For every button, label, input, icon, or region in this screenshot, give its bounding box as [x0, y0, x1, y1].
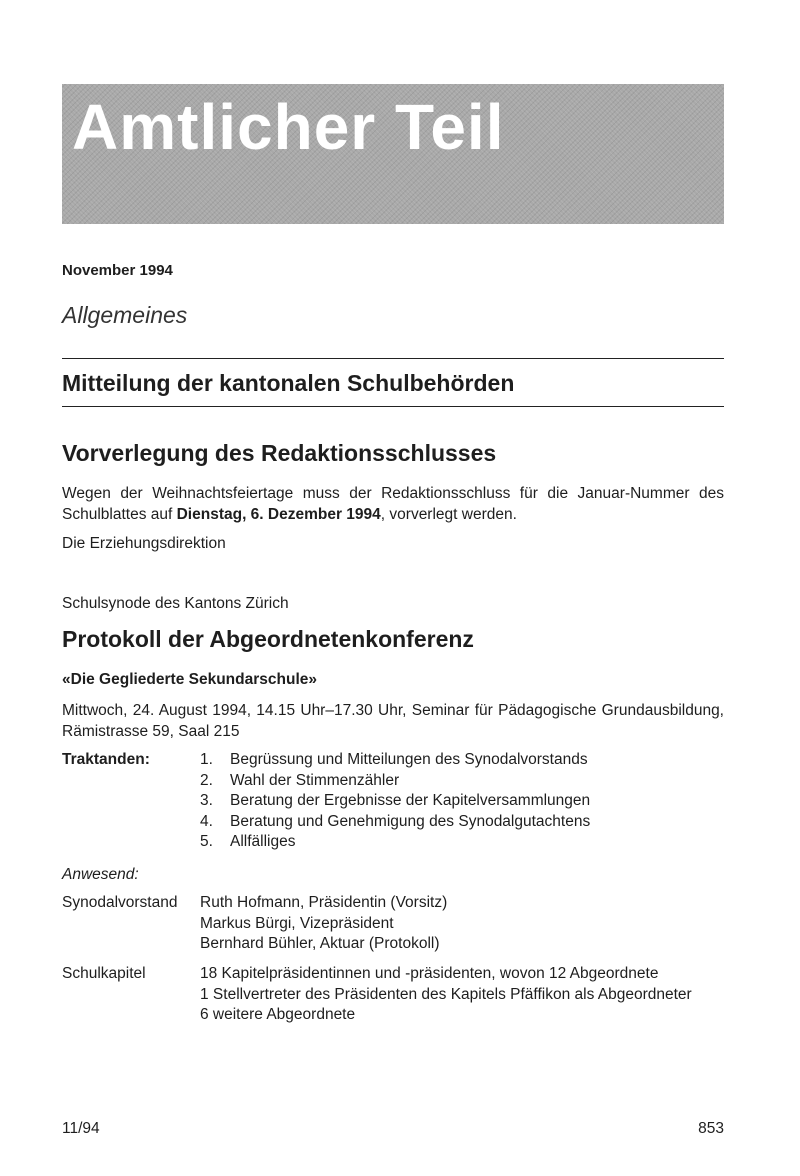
notice-signature: Die Erziehungsdirektion: [62, 535, 226, 552]
attendee: Markus Bürgi, Vizepräsident: [200, 914, 394, 932]
agenda-item: 1. Begrüssung und Mitteilungen des Synodalvorstands: [200, 751, 588, 768]
notice-title: Vorverlegung des Redaktionsschlusses: [62, 440, 497, 466]
attendee: 1 Stellvertreter des Präsidenten des Kapitels Pfäffikon als Abgeordneter: [200, 985, 692, 1003]
notice-text-end: , vorverlegt werden.: [380, 506, 517, 523]
issue-date: November 1994: [62, 262, 173, 279]
notice-text-start: Wegen der Weihnachtsfeiertage muss der Redaktionsschluss für die Januar-Nummer des Schulblattes auf: [62, 485, 724, 523]
agenda-item: 5. Allfälliges: [200, 833, 296, 850]
attendance-role: Synodalvorstand: [62, 894, 178, 911]
protocol-subtitle: «Die Gegliederte Sekundarschule»: [62, 671, 317, 688]
divider-bottom: [62, 406, 724, 407]
section-title: Allgemeines: [62, 302, 188, 328]
attendee: 6 weitere Abgeordnete: [200, 1006, 356, 1023]
main-heading: Mitteilung der kantonalen Schulbehörden: [62, 370, 515, 396]
banner-title: Amtlicher Teil: [72, 91, 505, 163]
attendance-names: [200, 965, 692, 1027]
present-label: Anwesend:: [62, 866, 139, 883]
attendance-names: [200, 894, 447, 956]
agenda-list: [200, 751, 590, 854]
agenda-item: 2. Wahl der Stimmenzähler: [200, 771, 400, 789]
attendee: 18 Kapitelpräsidentinnen und -präsidenten, wovon 12 Abgeordnete: [200, 965, 659, 982]
footer-issue: 11/94: [62, 1120, 100, 1137]
protocol-title: Protokoll der Abgeordnetenkonferenz: [62, 626, 474, 652]
notice-deadline: Dienstag, 6. Dezember 1994: [176, 506, 381, 523]
header-banner: [62, 84, 724, 224]
agenda-label: Traktanden:: [62, 751, 150, 768]
attendance-role: Schulkapitel: [62, 965, 146, 982]
protocol-issuer: Schulsynode des Kantons Zürich: [62, 595, 289, 612]
protocol-details: Mittwoch, 24. August 1994, 14.15 Uhr–17.30 Uhr, Seminar für Pädagogische Grundausbildung, Rämistrasse 59, Saal 215: [62, 702, 724, 740]
attendee: Bernhard Bühler, Aktuar (Protokoll): [200, 935, 440, 952]
attendee: Ruth Hofmann, Präsidentin (Vorsitz): [200, 894, 448, 911]
divider-top: [62, 358, 724, 359]
agenda-item: 4. Beratung und Genehmigung des Synodalgutachtens: [200, 812, 591, 830]
notice-paragraph: [62, 483, 724, 525]
agenda-item: 3. Beratung der Ergebnisse der Kapitelversammlungen: [200, 792, 591, 809]
footer-page-number: 853: [698, 1120, 724, 1137]
